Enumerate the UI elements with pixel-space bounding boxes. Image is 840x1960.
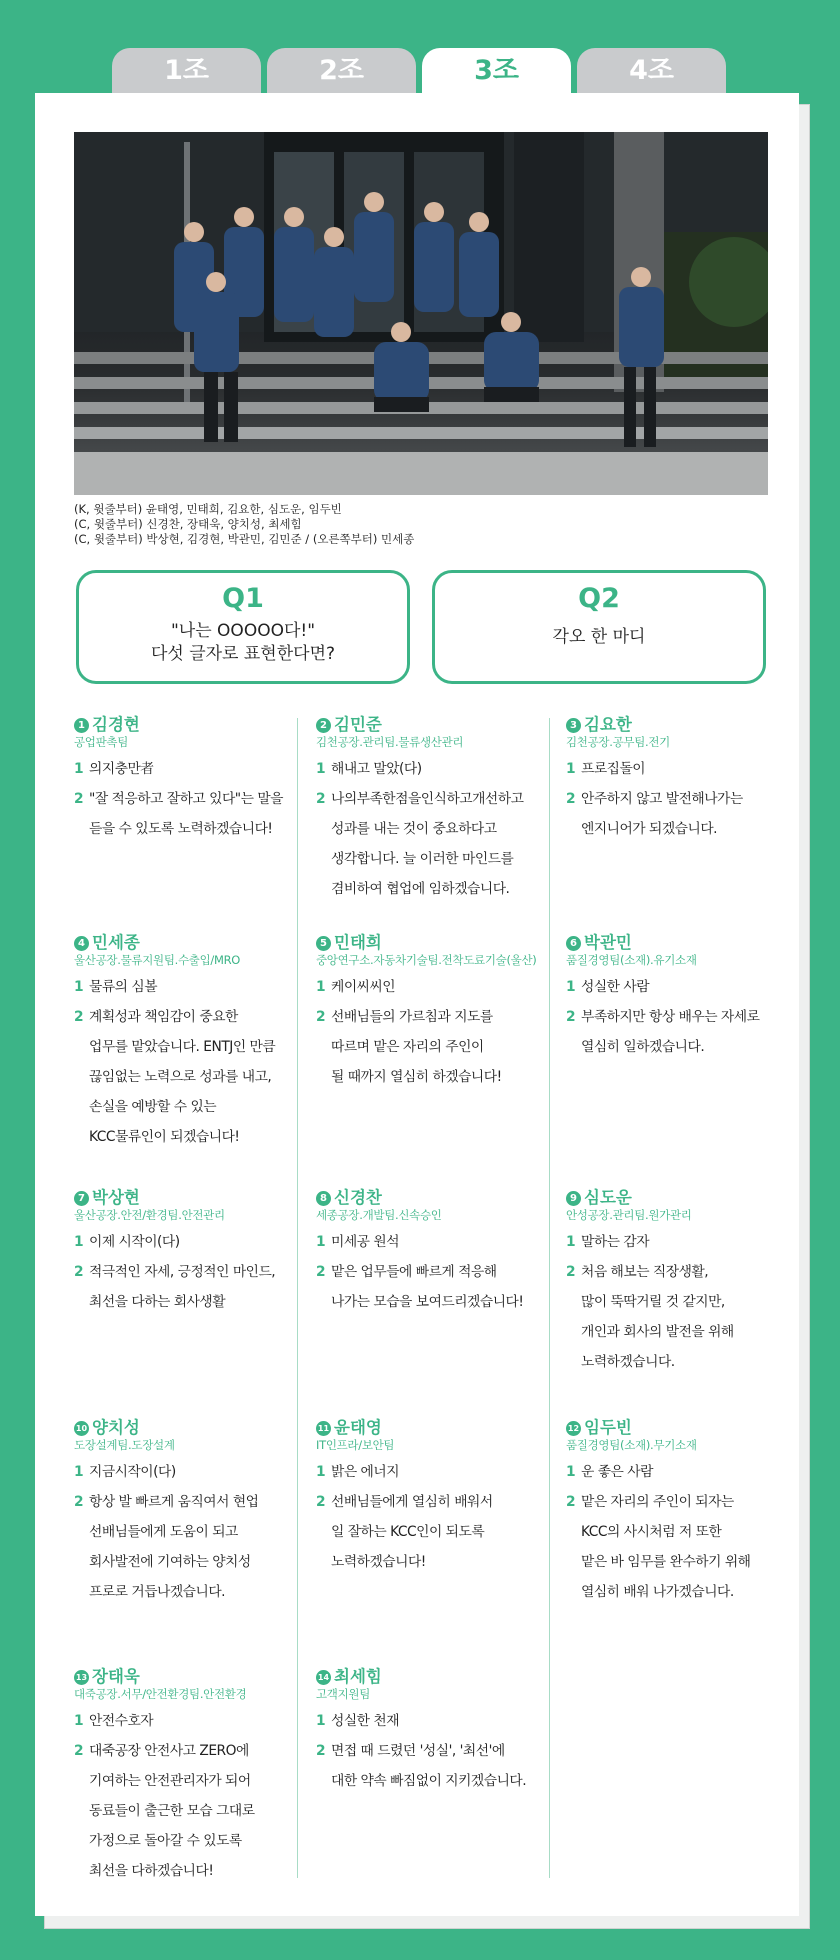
caption-line: (K, 윗줄부터) 윤태영, 민태희, 김요한, 심도운, 임두빈	[74, 502, 342, 516]
answer-2	[74, 1257, 299, 1317]
answer-2	[74, 1736, 299, 1886]
question-text-line: 다섯 글자로 표현한다면?	[150, 644, 336, 664]
answer-number: 1	[316, 1713, 326, 1729]
answer-text-line: 나가는 모습을 보여드리겠습니다!	[331, 1294, 524, 1310]
answer-text-line: 선배님들에게 도움이 되고	[89, 1524, 238, 1540]
answer-number: 1	[316, 1234, 326, 1250]
person-name: 윤태영	[334, 1418, 382, 1437]
person-name: 임두빈	[584, 1418, 632, 1437]
answer-text-line: 맡은 바 임무를 완수하기 위해	[581, 1554, 751, 1570]
person-name: 신경찬	[334, 1188, 382, 1207]
answer-text-line: 최선을 다하겠습니다!	[89, 1863, 214, 1879]
answer-text-line: 안주하지 않고 발전해나가는	[581, 791, 743, 807]
answer-1	[74, 1706, 299, 1736]
person-entry	[566, 1418, 791, 1607]
person-name-row	[316, 933, 541, 953]
question-title: Q1	[222, 583, 264, 614]
person-department: 공업판촉팀	[74, 735, 129, 749]
person-number-badge: 7	[74, 1191, 89, 1206]
person-name: 박상현	[92, 1188, 140, 1207]
answer-number: 1	[74, 979, 84, 995]
person-entry	[316, 1418, 541, 1577]
answer-text-line: 맡은 업무들에 빠르게 적응해	[331, 1264, 497, 1280]
question-box-q1	[76, 570, 410, 684]
answer-text-line: 엔지니어가 되겠습니다.	[581, 821, 718, 837]
answer-text-line: 계획성과 책임감이 중요한	[89, 1009, 238, 1025]
answer-1	[566, 1227, 791, 1257]
answer-text: 밝은 에너지	[331, 1464, 400, 1480]
answer-text	[89, 1487, 299, 1607]
person-name-row	[74, 1418, 299, 1438]
answer-2	[316, 1002, 541, 1092]
group-photo	[74, 132, 768, 495]
answer-number: 2	[316, 1743, 326, 1759]
answer-text	[89, 784, 299, 844]
answer-text-line: 동료들이 출근한 모습 그대로	[89, 1803, 255, 1819]
person-entry	[566, 715, 791, 844]
answer-text: 말하는 감자	[581, 1234, 650, 1250]
person-name-row	[566, 1418, 791, 1438]
person-name: 민태희	[334, 933, 382, 952]
answer-text-line: 될 때까지 열심히 하겠습니다!	[331, 1069, 502, 1085]
person-entry	[74, 715, 299, 844]
answer-text: 안전수호자	[89, 1713, 154, 1729]
person-department: 품질경영팀(소재).무기소재	[566, 1438, 697, 1452]
answer-text-line: 면접 때 드렸던 '성실', '최선'에	[331, 1743, 505, 1759]
person-name-row	[566, 1188, 791, 1208]
answer-text-line: 나의부족한점을인식하고개선하고	[331, 791, 524, 807]
person-name-row	[566, 933, 791, 953]
person-name-row	[566, 715, 791, 735]
answer-1	[316, 754, 541, 784]
answer-text-line: 가정으로 돌아갈 수 있도록	[89, 1833, 242, 1849]
question-title: Q2	[578, 583, 620, 614]
answer-1	[316, 972, 541, 1002]
answer-text	[89, 1736, 299, 1886]
answer-text	[89, 1002, 299, 1152]
person-number-badge: 12	[566, 1421, 581, 1436]
answer-2	[566, 1257, 791, 1377]
answer-text-line: 따르며 맡은 자리의 주인이	[331, 1039, 484, 1055]
answer-1	[74, 1227, 299, 1257]
answer-text-line: 노력하겠습니다.	[581, 1354, 675, 1370]
answer-text: 성실한 사람	[581, 979, 650, 995]
person-department: 중앙연구소.자동차기술팀.전착도료기술(울산)	[316, 953, 537, 967]
tab-group-2[interactable]: 2조	[267, 48, 416, 94]
answer-2	[74, 784, 299, 844]
answer-number: 2	[316, 1494, 326, 1510]
person-number-badge: 13	[74, 1670, 89, 1685]
answer-text-line: 일 잘하는 KCC인이 되도록	[331, 1524, 485, 1540]
person-number-badge: 11	[316, 1421, 331, 1436]
answer-number: 2	[316, 1009, 326, 1025]
answer-text-line: 겸비하여 협업에 임하겠습니다.	[331, 881, 510, 897]
answer-text-line: 부족하지만 항상 배우는 자세로	[581, 1009, 760, 1025]
question-box-q2	[432, 570, 766, 684]
answer-2	[566, 1002, 791, 1062]
answer-text-line: 업무를 맡았습니다. ENTJ인 만큼	[89, 1039, 276, 1055]
caption-line: (C, 윗줄부터) 박상현, 김경현, 박관민, 김민준 / (오른쪽부터) 민세종	[74, 532, 415, 546]
answer-1	[316, 1457, 541, 1487]
person-number-badge: 3	[566, 718, 581, 733]
answer-2	[316, 784, 541, 904]
answer-number: 1	[74, 1234, 84, 1250]
answer-text	[581, 1002, 791, 1062]
photo-caption	[74, 502, 768, 547]
caption-line: (C, 윗줄부터) 신경찬, 장태욱, 양치성, 최세힘	[74, 517, 302, 531]
answer-text	[331, 1487, 541, 1577]
answer-text-line: 손실을 예방할 수 있는	[89, 1099, 217, 1115]
group-tabs	[112, 48, 727, 94]
answer-2	[316, 1257, 541, 1317]
person-department: 안성공장.관리팀.원가관리	[566, 1208, 692, 1222]
answer-text-line: 많이 뚝딱거릴 것 같지만,	[581, 1294, 725, 1310]
person-department: 도장설계팀.도장설계	[74, 1438, 175, 1452]
answer-2	[316, 1736, 541, 1796]
person-number-badge: 5	[316, 936, 331, 951]
answer-text-line: 선배님들의 가르침과 지도를	[331, 1009, 493, 1025]
answer-text-line: 생각합니다. 늘 이러한 마인드를	[331, 851, 514, 867]
person-department: 김천공장.공무팀.전기	[566, 735, 670, 749]
person-number-badge: 10	[74, 1421, 89, 1436]
person-name-row	[74, 715, 299, 735]
answer-2	[316, 1487, 541, 1577]
answer-number: 2	[566, 1264, 576, 1280]
answer-number: 2	[74, 1264, 84, 1280]
answer-text: 물류의 심볼	[89, 979, 158, 995]
person-name: 민세종	[92, 933, 140, 952]
answer-text-line: 항상 발 빠르게 움직여서 현업	[89, 1494, 259, 1510]
answer-text	[89, 1257, 299, 1317]
answer-text: 의지충만者	[89, 761, 154, 777]
answer-1	[316, 1706, 541, 1736]
answer-text-line: 대죽공장 안전사고 ZERO에	[89, 1743, 249, 1759]
answer-text-line: 처음 해보는 직장생활,	[581, 1264, 709, 1280]
person-entry	[316, 933, 541, 1092]
answer-number: 1	[566, 979, 576, 995]
person-number-badge: 14	[316, 1670, 331, 1685]
person-name: 심도운	[584, 1188, 632, 1207]
answer-text-line: 열심히 배워 나가겠습니다.	[581, 1584, 734, 1600]
answer-2	[566, 784, 791, 844]
person-department: 세종공장.개발팀.신속승인	[316, 1208, 442, 1222]
answer-number: 1	[316, 1464, 326, 1480]
answer-number: 2	[566, 1009, 576, 1025]
answer-text	[331, 1257, 541, 1317]
person-entry	[316, 1188, 541, 1317]
person-entry	[74, 933, 299, 1152]
answer-1	[566, 754, 791, 784]
answer-text: 케이씨씨인	[331, 979, 396, 995]
answer-1	[74, 754, 299, 784]
person-name: 장태욱	[92, 1667, 140, 1686]
person-entry	[316, 1667, 541, 1796]
person-name-row	[316, 1667, 541, 1687]
answer-text-line: "잘 적응하고 잘하고 있다"는 말을	[89, 791, 283, 807]
person-number-badge: 9	[566, 1191, 581, 1206]
answer-text	[581, 784, 791, 844]
answer-text-line: 끊임없는 노력으로 성과를 내고,	[89, 1069, 272, 1085]
person-name-row	[316, 715, 541, 735]
answer-1	[74, 1457, 299, 1487]
answer-number: 1	[74, 1713, 84, 1729]
answer-text	[581, 1487, 791, 1607]
answer-text-line: 성과를 내는 것이 중요하다고	[331, 821, 497, 837]
answer-text-line: 대한 약속 빠짐없이 지키겠습니다.	[331, 1773, 527, 1789]
answer-number: 1	[566, 761, 576, 777]
person-name: 박관민	[584, 933, 632, 952]
answer-1	[566, 972, 791, 1002]
answer-text-line: 선배님들에게 열심히 배워서	[331, 1494, 493, 1510]
answer-text: 해내고 말았(다)	[331, 761, 422, 777]
group-photo-illustration	[74, 132, 768, 495]
answer-text: 미세공 원석	[331, 1234, 400, 1250]
person-number-badge: 4	[74, 936, 89, 951]
answer-number: 1	[566, 1464, 576, 1480]
answer-text: 프로집돌이	[581, 761, 646, 777]
answer-text	[331, 784, 541, 904]
answer-number: 2	[316, 791, 326, 807]
tab-group-3[interactable]: 3조	[422, 48, 571, 94]
answer-number: 1	[74, 1464, 84, 1480]
answer-number: 2	[74, 1009, 84, 1025]
answer-number: 1	[566, 1234, 576, 1250]
person-name: 양치성	[92, 1418, 140, 1437]
person-name: 최세힘	[334, 1667, 382, 1686]
person-number-badge: 1	[74, 718, 89, 733]
answer-number: 2	[566, 1494, 576, 1510]
answer-text-line: KCC물류인이 되겠습니다!	[89, 1129, 240, 1145]
answer-text: 운 좋은 사람	[581, 1464, 653, 1480]
person-entry	[566, 1188, 791, 1377]
answer-number: 2	[566, 791, 576, 807]
answer-number: 1	[316, 761, 326, 777]
answer-text-line: 노력하겠습니다!	[331, 1554, 426, 1570]
person-number-badge: 2	[316, 718, 331, 733]
person-entry	[74, 1667, 299, 1886]
person-name: 김민준	[334, 715, 382, 734]
answer-1	[74, 972, 299, 1002]
answer-text-line: 듣을 수 있도록 노력하겠습니다!	[89, 821, 273, 837]
answer-number: 2	[316, 1264, 326, 1280]
answer-2	[566, 1487, 791, 1607]
person-department: 김천공장.관리팀.물류생산관리	[316, 735, 464, 749]
person-department: 울산공장.물류지원팀.수출입/MRO	[74, 953, 241, 967]
person-name-row	[74, 1667, 299, 1687]
answer-1	[316, 1227, 541, 1257]
answer-number: 2	[74, 791, 84, 807]
column-divider	[549, 718, 550, 1878]
answer-number: 2	[74, 1494, 84, 1510]
answer-text-line: 최선을 다하는 회사생활	[89, 1294, 226, 1310]
answer-text	[331, 1736, 541, 1796]
answer-text-line: 적극적인 자세, 긍정적인 마인드,	[89, 1264, 276, 1280]
answer-text-line: KCC의 사시처럼 저 또한	[581, 1524, 722, 1540]
answer-text-line: 프로로 거듭나겠습니다.	[89, 1584, 226, 1600]
person-entry	[74, 1188, 299, 1317]
person-department: 대죽공장.서무/안전환경팀.안전환경	[74, 1687, 247, 1701]
answer-number: 2	[74, 1743, 84, 1759]
question-text: 각오 한 마디	[552, 627, 646, 647]
person-number-badge: 6	[566, 936, 581, 951]
answer-text-line: 기여하는 안전관리자가 되어	[89, 1773, 251, 1789]
answer-text: 지금시작이(다)	[89, 1464, 176, 1480]
answer-1	[566, 1457, 791, 1487]
person-name-row	[316, 1188, 541, 1208]
person-name-row	[316, 1418, 541, 1438]
answer-text-line: 열심히 일하겠습니다.	[581, 1039, 705, 1055]
answer-text: 성실한 천재	[331, 1713, 400, 1729]
answer-text	[331, 1002, 541, 1092]
person-name-row	[74, 1188, 299, 1208]
person-department: 울산공장.안전/환경팀.안전관리	[74, 1208, 225, 1222]
answer-text-line: 회사발전에 기여하는 양치성	[89, 1554, 251, 1570]
answer-text	[581, 1257, 791, 1377]
person-department: 고객지원팀	[316, 1687, 371, 1701]
person-name-row	[74, 933, 299, 953]
person-entry	[316, 715, 541, 904]
tab-group-1[interactable]: 1조	[112, 48, 261, 94]
answer-text-line: 개인과 회사의 발전을 위해	[581, 1324, 734, 1340]
person-entry	[74, 1418, 299, 1607]
answer-2	[74, 1487, 299, 1607]
answer-2	[74, 1002, 299, 1152]
tab-group-4[interactable]: 4조	[577, 48, 726, 94]
person-department: 품질경영팀(소재).유기소재	[566, 953, 697, 967]
answer-number: 1	[74, 761, 84, 777]
person-name: 김요한	[584, 715, 632, 734]
question-text	[79, 620, 407, 666]
question-text-line: "나는 OOOOO다!"	[170, 621, 316, 641]
person-department: IT인프라/보안팀	[316, 1438, 395, 1452]
answer-number: 1	[316, 979, 326, 995]
answer-text-line: 맡은 자리의 주인이 되자는	[581, 1494, 734, 1510]
person-name: 김경현	[92, 715, 140, 734]
answer-text: 이제 시작이(다)	[89, 1234, 180, 1250]
person-number-badge: 8	[316, 1191, 331, 1206]
person-entry	[566, 933, 791, 1062]
